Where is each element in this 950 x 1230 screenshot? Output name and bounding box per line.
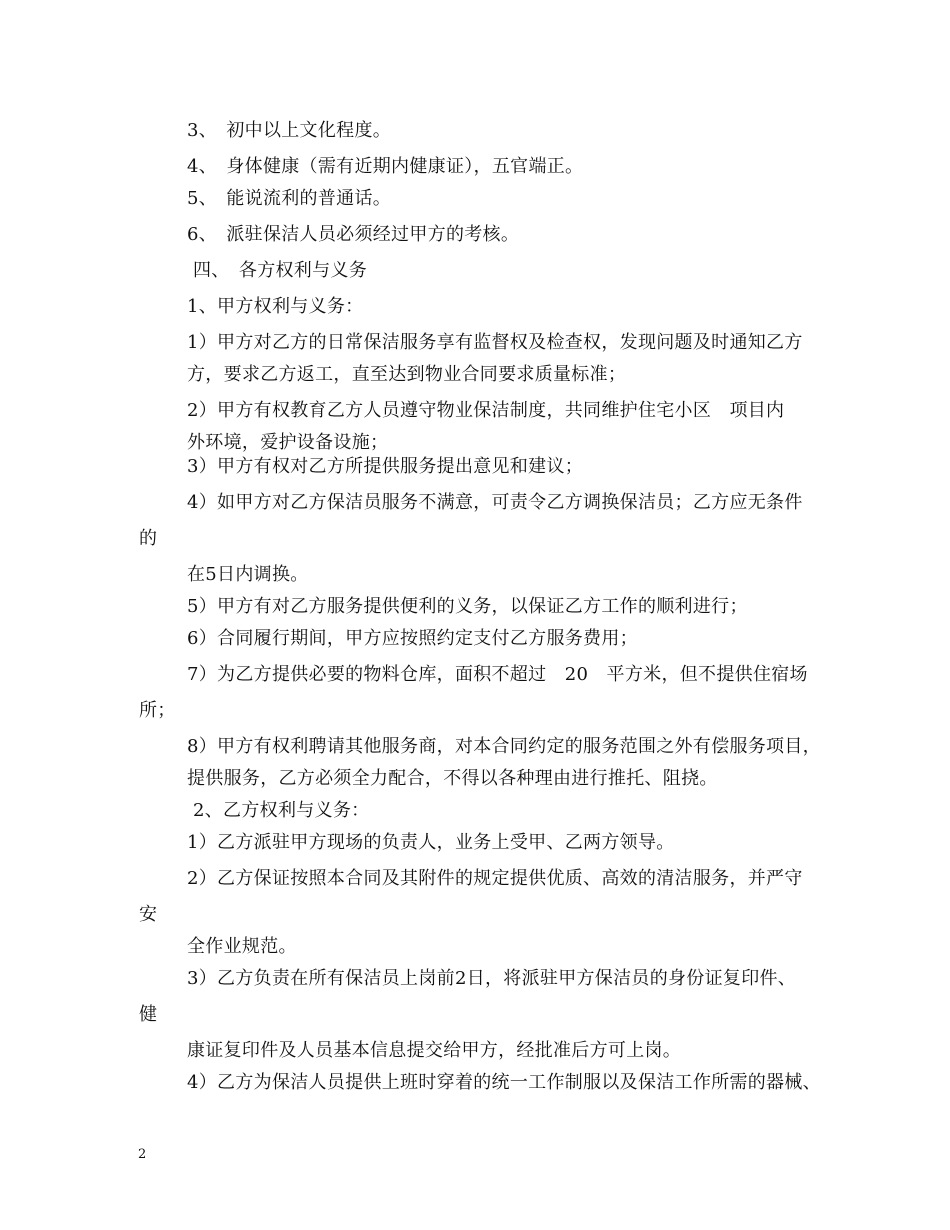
party-a-item-6: 6）合同履行期间，甲方应按照约定支付乙方服务费用；: [187, 628, 638, 649]
party-b-item-2-line-3: 全作业规范。: [187, 936, 297, 957]
party-b-item-2-line-1: 2）乙方保证按照本合同及其附件的规定提供优质、高效的清洁服务，并严守: [187, 868, 803, 889]
party-a-item-1-line-2: 方，要求乙方返工，直至达到物业合同要求质量标准；: [187, 364, 627, 385]
party-a-item-3: 3）甲方有权对乙方所提供服务提出意见和建议；: [187, 456, 584, 477]
party-a-item-4-line-2: 的: [139, 528, 158, 549]
party-b-item-3-line-1: 3）乙方负责在所有保洁员上岗前2日，将派驻甲方保洁员的身份证复印件、: [187, 968, 797, 989]
party-b-item-3-line-3: 康证复印件及人员基本信息提交给甲方，经批准后方可上岗。: [187, 1040, 682, 1061]
subsection-heading-party-b: 2、乙方权利与义务：: [193, 800, 370, 821]
party-b-item-3-line-2: 健: [139, 1004, 158, 1025]
party-a-item-7-line-2: 所；: [139, 700, 176, 721]
page-number: 2: [138, 1147, 147, 1162]
requirement-3: 3、 初中以上文化程度。: [187, 120, 392, 141]
party-a-item-2-line-2: 外环境，爱护设备设施；: [187, 432, 389, 453]
party-a-item-8-line-2: 提供服务，乙方必须全力配合，不得以各种理由进行推托、阻挠。: [187, 768, 718, 789]
party-a-item-8-line-1: 8）甲方有权利聘请其他服务商，对本合同约定的服务范围之外有偿服务项目，: [187, 736, 821, 757]
requirement-4: 4、 身体健康（需有近期内健康证），五官端正。: [187, 156, 584, 177]
party-a-item-4-line-3: 在5日内调换。: [187, 564, 309, 585]
party-a-item-2-line-1: 2）甲方有权教育乙方人员遵守物业保洁制度，共同维护住宅小区 项目内: [187, 400, 785, 421]
subsection-heading-party-a: 1、甲方权利与义务：: [187, 296, 364, 317]
requirement-6: 6、 派驻保洁人员必须经过甲方的考核。: [187, 224, 520, 245]
party-a-item-1-line-1: 1）甲方对乙方的日常保洁服务享有监督权及检查权，发现问题及时通知乙方: [187, 332, 803, 353]
party-a-item-5: 5）甲方有对乙方服务提供便利的义务，以保证乙方工作的顺利进行；: [187, 596, 748, 617]
party-b-item-1: 1）乙方派驻甲方现场的负责人，业务上受甲、乙两方领导。: [187, 832, 675, 853]
requirement-5: 5、 能说流利的普通话。: [187, 188, 392, 209]
party-a-item-4-line-1: 4）如甲方对乙方保洁员服务不满意，可责令乙方调换保洁员；乙方应无条件: [187, 492, 803, 513]
section-heading-rights-obligations: 四、 各方权利与义务: [193, 260, 367, 281]
party-b-item-2-line-2: 安: [139, 904, 158, 925]
party-a-item-7-line-1: 7）为乙方提供必要的物料仓库，面积不超过 20 平方米，但不提供住宿场: [187, 664, 808, 685]
party-b-item-4-line-1: 4）乙方为保洁人员提供上班时穿着的统一工作制服以及保洁工作所需的器械、: [187, 1072, 821, 1093]
